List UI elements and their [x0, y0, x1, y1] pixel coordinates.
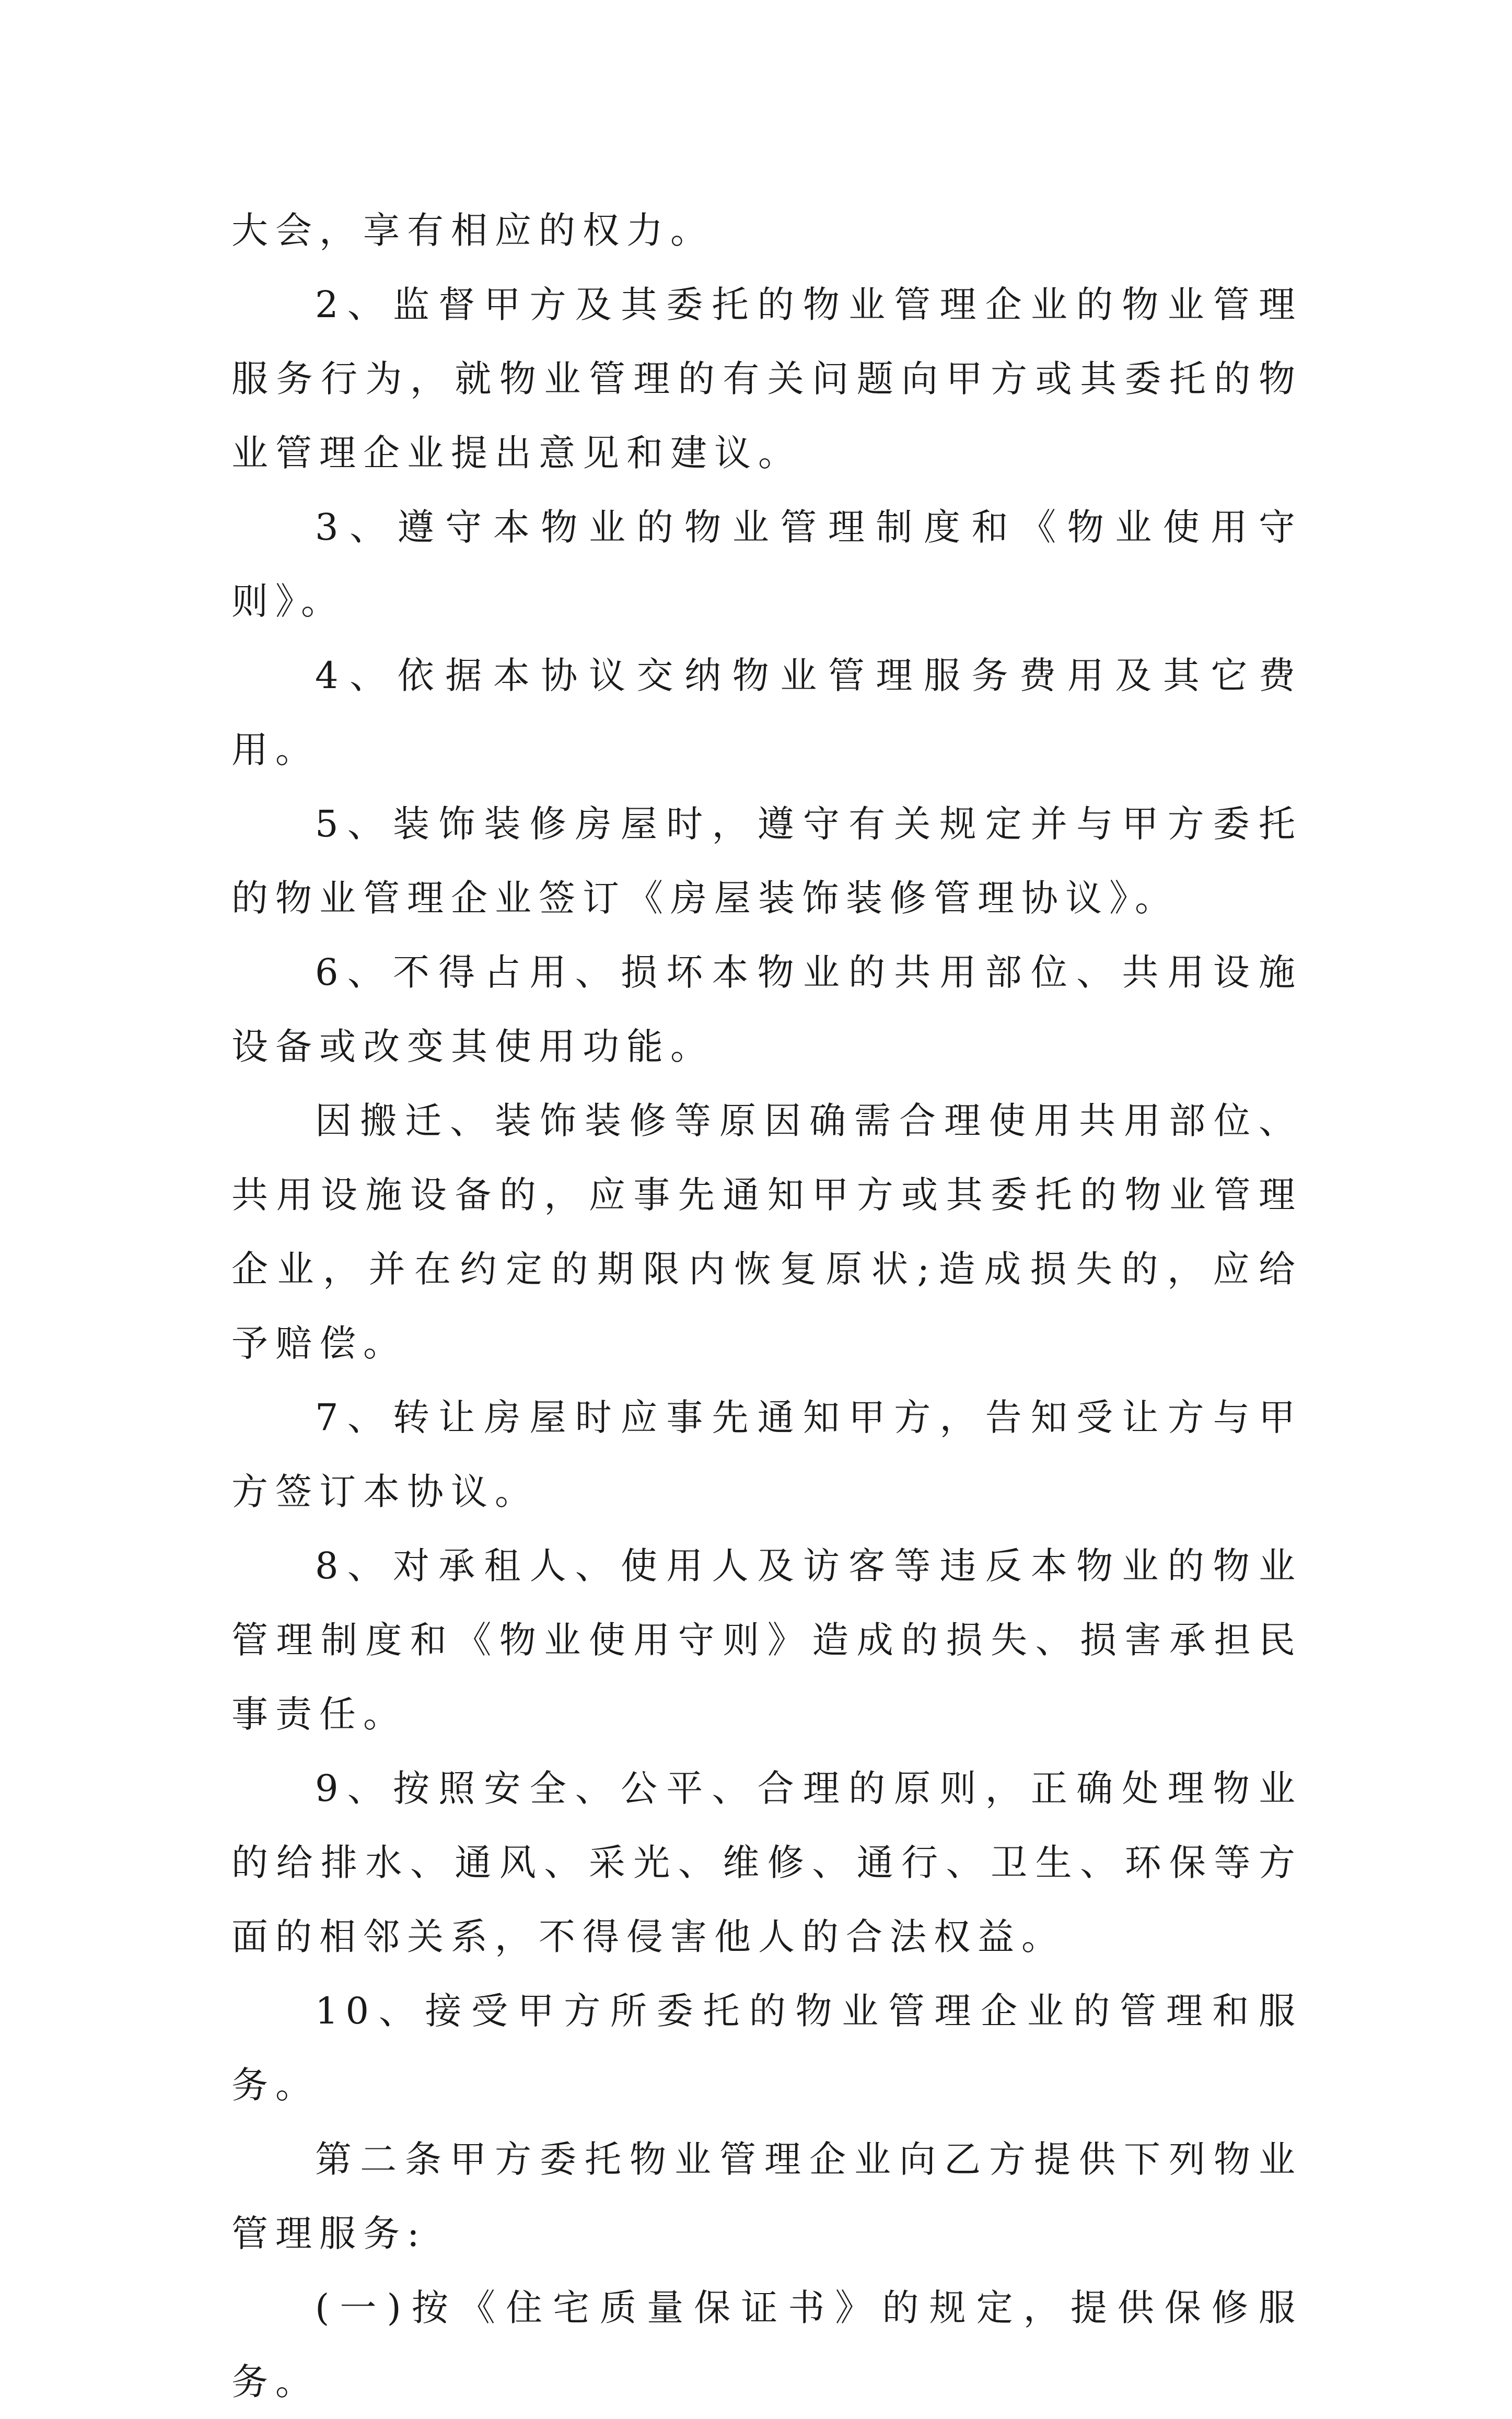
paragraph-item-10: 10、接受甲方所委托的物业管理企业的管理和服务。: [231, 1990, 1302, 2107]
paragraph-item-6-detail: 因搬迁、装饰装修等原因确需合理使用共用部位、共用设施设备的，应事先通知甲方或其委托的物业管理企业，并在约定的期限内恢复原状;造成损失的，应给予赔偿。: [231, 1099, 1302, 1365]
document-page: [231, 193, 1302, 2419]
article-2-heading: 第二条甲方委托物业管理企业向乙方提供下列物业管理服务:: [231, 2138, 1302, 2255]
paragraph-item-6: 6、不得占用、损坏本物业的共用部位、共用设施设备或改变其使用功能。: [231, 951, 1302, 1068]
paragraph-item-2: 2、监督甲方及其委托的物业管理企业的物业管理服务行为，就物业管理的有关问题向甲方或其委托的物业管理企业提出意见和建议。: [231, 283, 1302, 474]
article-2-item-1: (一)按《住宅质量保证书》的规定，提供保修服务。: [231, 2286, 1302, 2403]
paragraph-item-5: 5、装饰装修房屋时，遵守有关规定并与甲方委托的物业管理企业签订《房屋装饰装修管理协议》。: [231, 803, 1302, 920]
paragraph-item-9: 9、按照安全、公平、合理的原则，正确处理物业的给排水、通风、采光、维修、通行、卫生、环保等方面的相邻关系，不得侵害他人的合法权益。: [231, 1767, 1302, 1958]
paragraph-item-7: 7、转让房屋时应事先通知甲方，告知受让方与甲方签订本协议。: [231, 1396, 1302, 1513]
paragraph-item-4: 4、依据本协议交纳物业管理服务费用及其它费用。: [231, 654, 1302, 771]
paragraph-item-3: 3、遵守本物业的物业管理制度和《物业使用守则》。: [231, 506, 1302, 623]
paragraph-item-8: 8、对承租人、使用人及访客等违反本物业的物业管理制度和《物业使用守则》造成的损失、损害承担民事责任。: [231, 1544, 1302, 1736]
paragraph-continuation: 大会，享有相应的权力。: [231, 209, 714, 252]
